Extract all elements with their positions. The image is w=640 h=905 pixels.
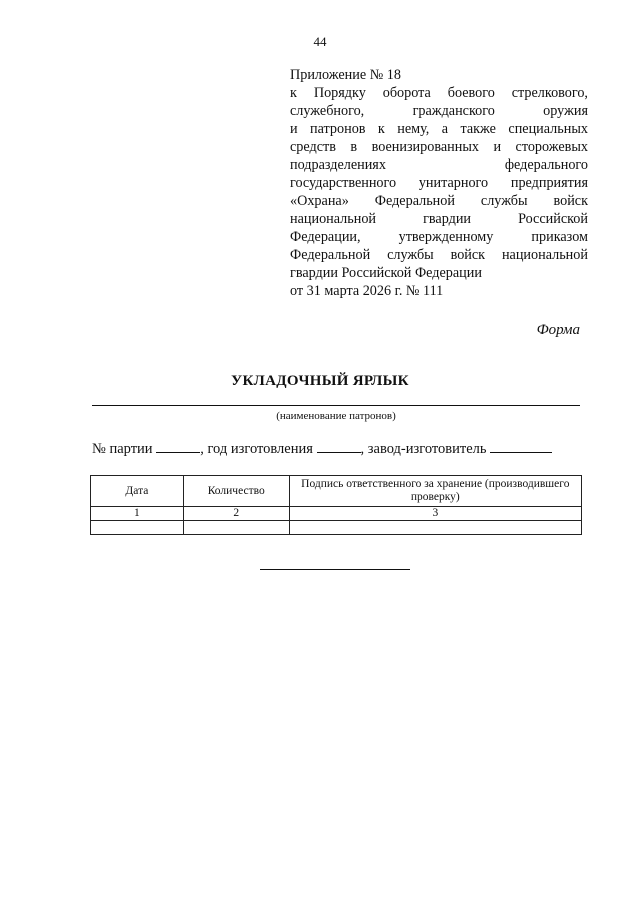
appendix-word: утвержденному [398, 229, 494, 245]
appendix-word: предприятия [510, 175, 588, 191]
header-quantity: Количество [183, 476, 289, 507]
year-blank[interactable] [317, 440, 361, 453]
table-cell[interactable] [91, 521, 184, 535]
appendix-word: средств [290, 139, 336, 155]
table-cell[interactable] [183, 521, 289, 535]
appendix-word: унитарного [418, 175, 489, 191]
cartridge-name-caption: (наименование патронов) [276, 410, 396, 422]
appendix-word: военизированных [371, 139, 479, 155]
appendix-word: нему, [397, 121, 430, 137]
appendix-line [290, 174, 588, 192]
appendix-line [290, 138, 588, 156]
appendix-word: службы [480, 193, 528, 209]
appendix-word: подразделениях [290, 157, 386, 173]
appendix-word: в [350, 139, 358, 155]
cartridge-name-line[interactable] [92, 405, 580, 406]
appendix-line [290, 84, 588, 102]
column-number: 3 [289, 507, 581, 521]
header-date: Дата [91, 476, 184, 507]
appendix-word: Федеральной [290, 247, 371, 263]
appendix-word: сторожевых [515, 139, 588, 155]
factory-blank[interactable] [490, 440, 552, 453]
appendix-reference [290, 66, 588, 300]
appendix-word: Российской [518, 211, 588, 227]
batch-info-row [92, 440, 582, 458]
document-title: УКЛАДОЧНЫЙ ЯРЛЫК [231, 373, 409, 389]
appendix-word: также [460, 121, 496, 137]
appendix-word: и [290, 121, 298, 137]
appendix-line: от 31 марта 2026 г. № 111 [290, 283, 444, 299]
appendix-word: национальной [290, 211, 377, 227]
column-number: 2 [183, 507, 289, 521]
appendix-word: оборота [382, 85, 431, 101]
appendix-line [290, 192, 588, 210]
appendix-line [290, 102, 588, 120]
appendix-word: войск [450, 247, 486, 263]
appendix-word: служебного, [290, 103, 365, 119]
table-row [91, 521, 582, 535]
factory-label: , завод-изготовитель [360, 441, 487, 457]
appendix-word: к [290, 85, 297, 101]
batch-number-label: № партии [92, 441, 153, 457]
appendix-line [290, 210, 588, 228]
appendix-word: «Охрана» [290, 193, 349, 209]
storage-log-table [90, 475, 582, 535]
appendix-line [290, 156, 588, 174]
table-number-row [91, 507, 582, 521]
form-label: Форма [536, 322, 580, 338]
appendix-word: и [493, 139, 502, 155]
year-label: , год изготовления [200, 441, 313, 457]
appendix-word: к [377, 121, 385, 137]
appendix-word: государственного [290, 175, 397, 191]
appendix-word: войск [553, 193, 588, 209]
appendix-word: Федерации, [290, 229, 361, 245]
appendix-line: гвардии Российской Федерации [290, 265, 482, 281]
appendix-word: оружия [543, 103, 588, 119]
closing-line [260, 569, 410, 570]
batch-number-blank[interactable] [156, 440, 200, 453]
appendix-line: Приложение № 18 [290, 67, 401, 83]
appendix-word: патронов [310, 121, 366, 137]
appendix-word: а [441, 121, 449, 137]
header-signature: Подпись ответственного за хранение (производившего проверку) [289, 476, 581, 507]
appendix-word: службы [387, 247, 434, 263]
appendix-line [290, 228, 588, 246]
appendix-word: специальных [508, 121, 588, 137]
appendix-word: федерального [504, 157, 588, 173]
appendix-word: гражданского [412, 103, 495, 119]
appendix-word: приказом [531, 229, 588, 245]
appendix-word: Федеральной [374, 193, 455, 209]
appendix-word: национальной [501, 247, 588, 263]
appendix-line [290, 120, 588, 138]
appendix-line [290, 246, 588, 264]
column-number: 1 [91, 507, 184, 521]
appendix-word: гвардии [423, 211, 472, 227]
appendix-word: Порядку [313, 85, 366, 101]
page-number: 44 [313, 34, 327, 49]
appendix-word: стрелкового, [511, 85, 588, 101]
table-cell[interactable] [289, 521, 581, 535]
table-header-row [91, 476, 582, 507]
appendix-word: боевого [447, 85, 495, 101]
